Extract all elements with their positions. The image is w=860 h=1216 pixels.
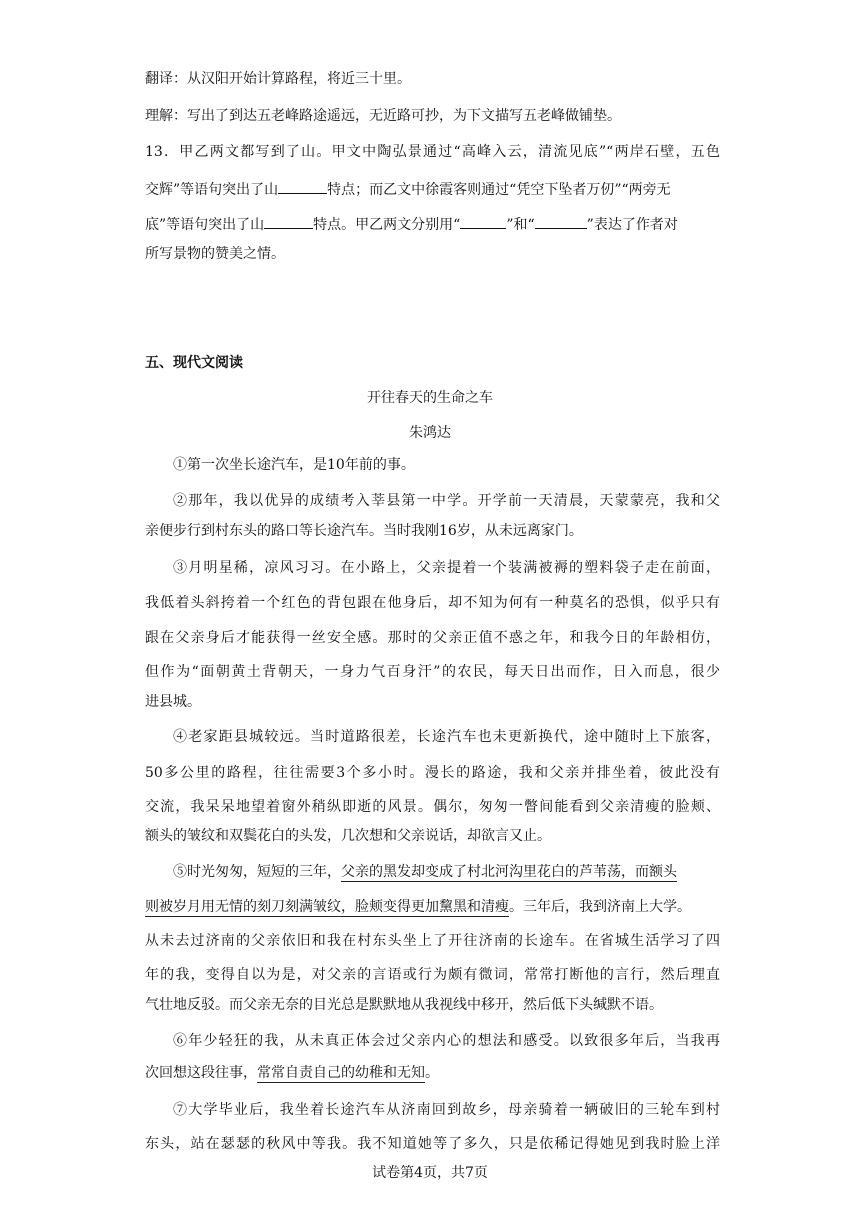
understanding-text: 写出了到达五老峰路途遥远，无近路可抄，为下文描写五老峰做铺垫。: [187, 108, 621, 124]
section-heading: 五、现代文阅读: [145, 355, 243, 371]
article-author: 朱鸿达: [409, 425, 451, 441]
answer-blank-2[interactable]: [264, 213, 313, 229]
paragraph-4-line-2: 50多公里的路程，往往需要3个多小时。漫长的路途，我和父亲并排坐着，彼此没有: [145, 765, 720, 781]
paragraph-5-line-2: [145, 897, 720, 917]
paragraph-5-line-1: [173, 862, 720, 882]
paragraph-3-line-3: 跟在父亲身后才能获得一丝安全感。那时的父亲正值不惑之年，和我今日的年龄相仿，: [145, 630, 720, 646]
paragraph-5-text: ⑤时光匆匆，短短的三年，: [173, 864, 341, 880]
translation-text: 从汉阳开始计算路程，将近三十里。: [187, 71, 411, 87]
paragraph-2-line-2: 亲便步行到村东头的路口等长途汽车。当时我刚16岁，从未远离家门。: [145, 523, 583, 539]
paragraph-5-line-5: 气壮地反驳。而父亲无奈的目光总是默默地从我视线中移开，然后低下头缄默不语。: [145, 997, 663, 1013]
q13-text: 特点。甲乙两文分别用“: [313, 217, 461, 233]
q13-text: 交辉”等语句突出了山: [145, 182, 279, 198]
answer-blank-4[interactable]: [535, 213, 587, 229]
paragraph-3-line-4: 但作为“面朝黄土背朝天，一身力气百身汗”的农民，每天日出而作，日入而息，很少: [145, 664, 720, 680]
question-13-line-4: 所写景物的赞美之情。: [145, 246, 285, 262]
q13-text: ”表达了作者对: [586, 217, 678, 233]
question-13-line-2: [145, 178, 720, 200]
paragraph-3-line-5: 进县城。: [145, 694, 201, 710]
paragraph-3-line-2: 我低着头斜挎着一个红色的背包跟在他身后，却不知为何有一种莫名的恐惧，似乎只有: [145, 595, 720, 611]
paragraph-7-line-1: ⑦大学毕业后，我坐着长途汽车从济南回到故乡，母亲骑着一辆破旧的三轮车到村: [173, 1102, 720, 1118]
paragraph-4-line-4: 额头的皱纹和双鬓花白的头发，几次想和父亲说话，却欲言又止。: [145, 828, 551, 844]
paragraph-6-line-2: [145, 1063, 720, 1083]
paragraph-6-text: 。: [425, 1065, 439, 1081]
paragraph-4-line-3: 交流，我呆呆地望着窗外稍纵即逝的风景。偶尔，匆匆一瞥间能看到父亲清瘦的脸颊、: [145, 799, 720, 815]
article-title: 开往春天的生命之车: [367, 390, 493, 406]
page-footer: 试卷第4页，共7页: [372, 1165, 488, 1181]
paragraph-6-line-1: ⑥年少轻狂的我，从未真正体会过父亲内心的想法和感受。以致很多年后，当我再: [173, 1033, 720, 1049]
paragraph-5-line-4: 年的我，变得自以为是，对父亲的言语或行为颇有微词，常常打断他的言行，然后理直: [145, 967, 720, 983]
underlined-sentence-2: 常常自责自己的幼稚和无知: [257, 1065, 425, 1081]
paragraph-2-line-1: ②那年，我以优异的成绩考入莘县第一中学。开学前一天清晨，天蒙蒙亮，我和父: [173, 493, 720, 509]
paragraph-5-line-3: 从未去过济南的父亲依旧和我在村东头坐上了开往济南的长途车。在省城生活学习了四: [145, 933, 720, 949]
answer-blank-1[interactable]: [278, 178, 327, 194]
translation-line: [145, 69, 720, 89]
q13-text: ”和“: [506, 217, 535, 233]
paragraph-1: ①第一次坐长途汽车，是10年前的事。: [173, 457, 415, 473]
translation-label: 翻译：: [145, 71, 187, 87]
underlined-sentence-1: 父亲的黑发却变成了村北河沟里花白的芦苇荡，而额头: [341, 864, 677, 880]
understanding-label: 理解：: [145, 108, 187, 124]
question-13-line-1: 13．甲乙两文都写到了山。甲文中陶弘景通过“高峰入云，清流见底”“两岸石壁，五色: [145, 144, 720, 160]
paragraph-7-line-2: 东头，站在瑟瑟的秋风中等我。我不知道她等了多久，只是依稀记得她见到我时脸上洋: [145, 1136, 720, 1152]
answer-blank-3[interactable]: [460, 213, 506, 229]
q13-text: 特点；而乙文中徐霞客则通过“凭空下坠者万仞”“两旁无: [327, 182, 671, 198]
paragraph-4-line-1: ④老家距县城较远。当时道路很差，长途汽车也未更新换代，途中随时上下旅客，: [173, 729, 720, 745]
understanding-line: [145, 106, 720, 126]
q13-text: 底”等语句突出了山: [145, 217, 265, 233]
paragraph-5-text: 。三年后，我到济南上大学。: [509, 899, 691, 915]
underlined-sentence-1-cont: 则被岁月用无情的刻刀刻满皱纹，脸颊变得更加黧黑和清瘦: [145, 899, 509, 915]
paragraph-6-text: 次回想这段往事，: [145, 1065, 257, 1081]
question-13-line-3: [145, 213, 720, 235]
paragraph-3-line-1: ③月明星稀，凉风习习。在小路上，父亲提着一个装满被褥的塑料袋子走在前面，: [173, 560, 720, 576]
